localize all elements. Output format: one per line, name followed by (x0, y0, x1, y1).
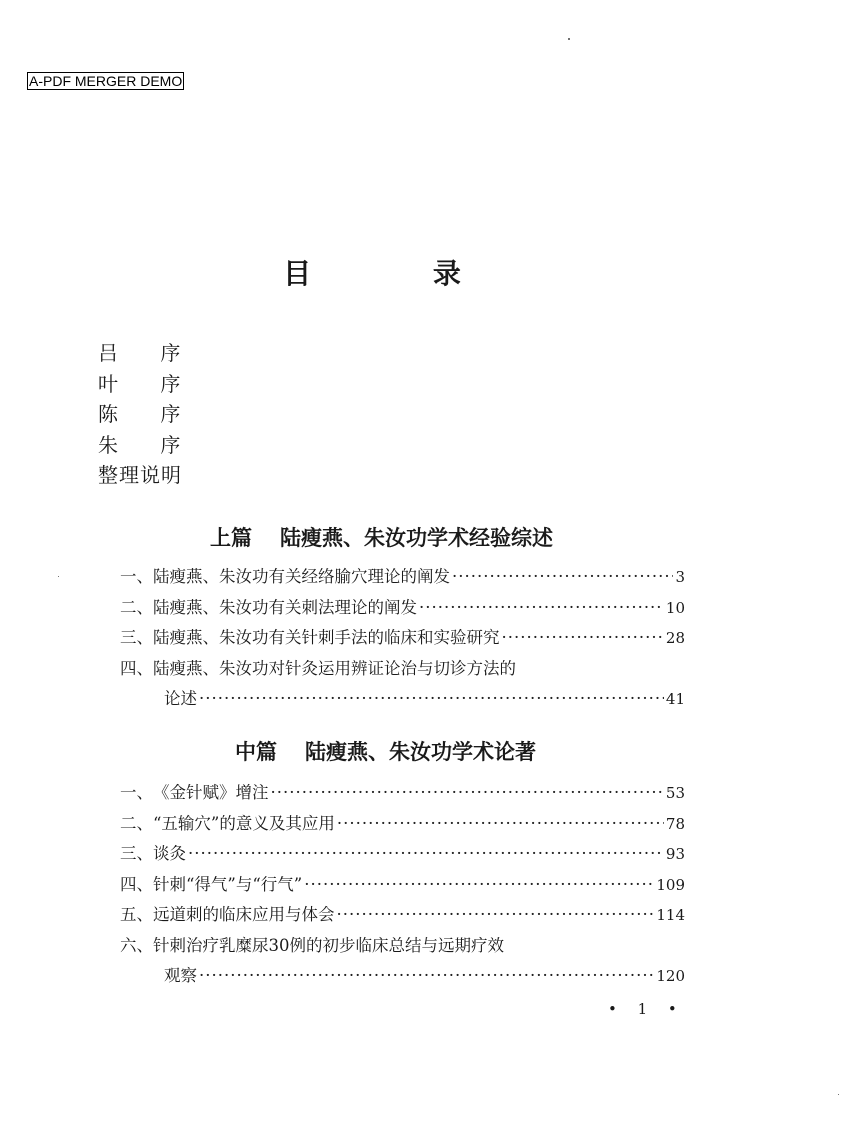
entry-title: 《金针赋》增注 (153, 783, 269, 802)
toc-entry[interactable] (120, 931, 685, 962)
page-number: • 1 • (608, 1000, 685, 1018)
leader-dots (188, 839, 664, 870)
entry-number: 一、 (120, 783, 153, 802)
entry-number: 三、 (120, 628, 153, 647)
preface-item: 陈 序 (98, 402, 199, 426)
toc-entry[interactable] (120, 900, 685, 931)
toc-entry-continuation[interactable] (120, 961, 685, 992)
entry-page: 28 (665, 629, 685, 647)
entry-number: 四、 (120, 874, 153, 894)
entry-number: 四、 (120, 658, 153, 678)
scan-speck (568, 38, 570, 40)
toc-part1 (120, 562, 685, 715)
entry-page: 10 (665, 598, 685, 617)
entry-page: 53 (665, 784, 685, 802)
leader-dots (199, 684, 664, 715)
entry-title: 陆瘦燕、朱汝功对针灸运用辨证论治与切诊方法的 (153, 658, 516, 678)
leader-dots (199, 961, 654, 992)
preface-item: 朱 序 (98, 432, 199, 457)
toc-entry[interactable] (120, 654, 685, 685)
toc-entry[interactable] (120, 593, 685, 624)
toc-entry[interactable] (120, 778, 685, 809)
preface-item: 整理说明 (98, 463, 182, 487)
entry-page: 120 (656, 967, 685, 985)
toc-entry[interactable] (120, 839, 685, 870)
entry-page: 109 (656, 875, 685, 894)
leader-dots (304, 870, 654, 901)
leader-dots (419, 593, 664, 624)
entry-number: 五、 (120, 905, 153, 924)
part-title: 陆瘦燕、朱汝功学术经验综述 (280, 525, 553, 550)
entry-number: 二、 (120, 597, 153, 617)
leader-dots (271, 778, 664, 809)
preface-list (98, 338, 198, 491)
toc-entry[interactable] (120, 870, 685, 901)
entry-title: 观察 (164, 966, 197, 985)
entry-number: 二、 (120, 813, 153, 833)
entry-page: 41 (665, 690, 685, 708)
entry-number: 三、 (120, 844, 153, 863)
preface-item: 叶 序 (98, 371, 199, 396)
entry-title: 陆瘦燕、朱汝功有关针刺手法的临床和实验研究 (153, 628, 500, 647)
entry-title: “五输穴”的意义及其应用 (153, 813, 335, 833)
part-title: 陆瘦燕、朱汝功学术论著 (305, 739, 536, 764)
preface-item: 吕 序 (98, 341, 199, 365)
entry-page: 78 (665, 814, 685, 833)
entry-title: 陆瘦燕、朱汝功有关刺法理论的阐发 (153, 597, 417, 617)
leader-dots (452, 562, 673, 593)
toc-part2 (120, 778, 685, 992)
entry-page: 93 (665, 845, 685, 863)
watermark-label: A-PDF MERGER DEMO (29, 73, 183, 89)
leader-dots (502, 623, 664, 654)
leader-dots (337, 809, 664, 840)
toc-entry[interactable] (120, 562, 685, 593)
entry-number: 一、 (120, 567, 153, 586)
scan-speck (838, 1094, 839, 1095)
section-heading-part1 (210, 522, 553, 552)
section-heading-part2 (235, 736, 536, 766)
entry-title: 针刺治疗乳糜尿30例的初步临床总结与远期疗效 (153, 935, 504, 955)
entry-title: 远道刺的临床应用与体会 (153, 905, 335, 924)
part-label: 上篇 (210, 525, 252, 550)
entry-title: 谈灸 (153, 844, 186, 863)
toc-entry[interactable] (120, 809, 685, 840)
entry-page: 114 (656, 906, 685, 924)
leader-dots (337, 900, 655, 931)
entry-title: 陆瘦燕、朱汝功有关经络腧穴理论的阐发 (153, 567, 450, 586)
entry-title: 论述 (164, 689, 197, 708)
scan-speck (58, 576, 59, 577)
entry-page: 3 (675, 568, 685, 586)
toc-entry-continuation[interactable] (120, 684, 685, 715)
entry-number: 六、 (120, 935, 153, 955)
part-label: 中篇 (235, 739, 277, 764)
page-title: 目 录 (283, 257, 517, 290)
toc-entry[interactable] (120, 623, 685, 654)
entry-title: 针刺“得气”与“行气” (153, 874, 303, 894)
